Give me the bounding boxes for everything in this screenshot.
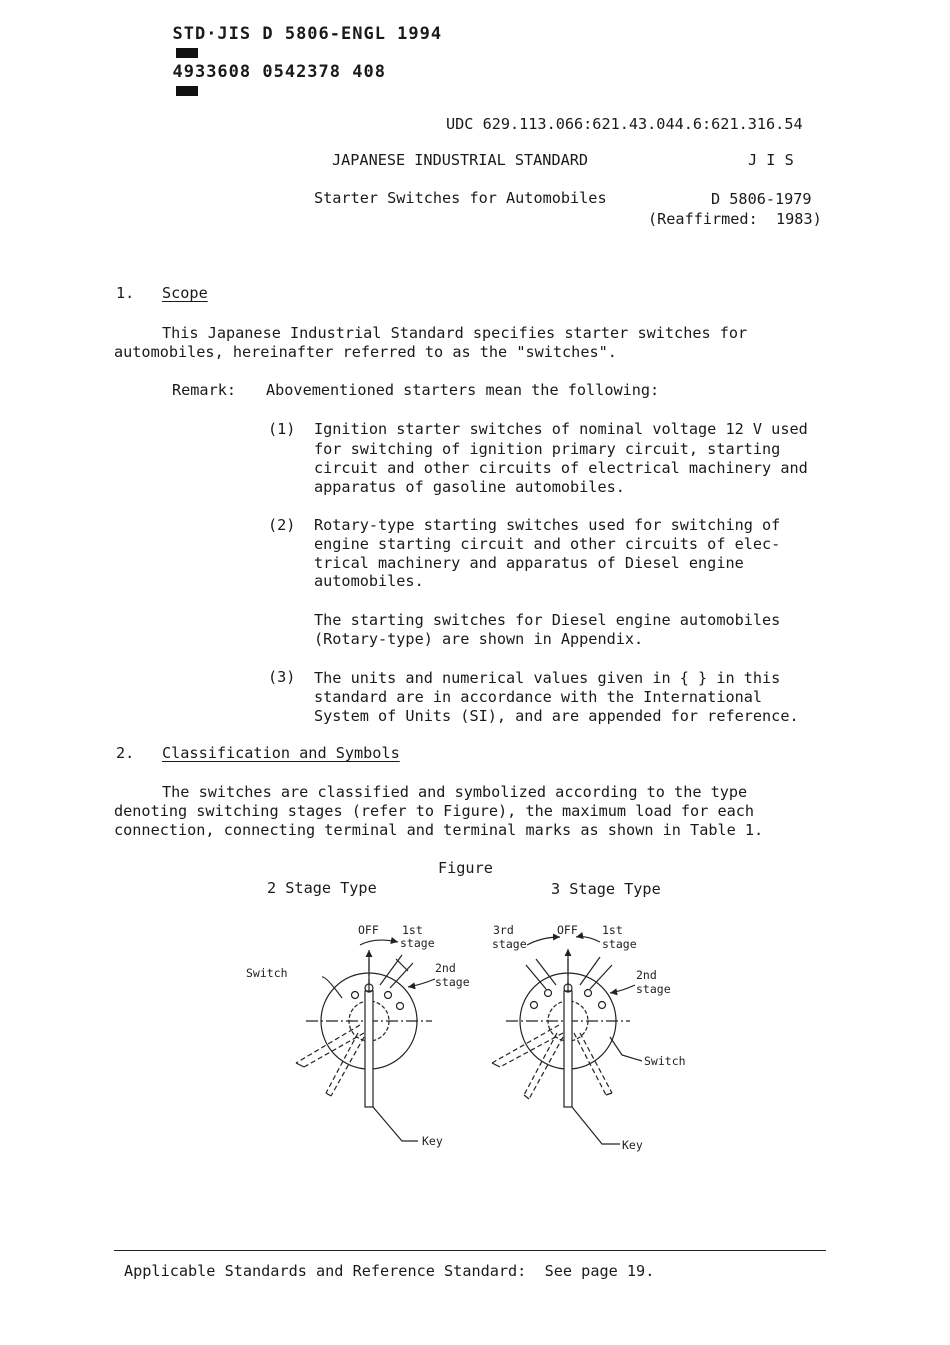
- label-key: Key: [622, 1138, 643, 1152]
- std-code: STD·JIS D 5806-ENGL 1994: [172, 24, 443, 44]
- item-line: The units and numerical values given in { } in this: [314, 669, 781, 687]
- figure-title: Figure: [438, 859, 493, 877]
- classification-para-line: denoting switching stages (refer to Figure), the maximum load for each: [114, 802, 755, 820]
- label-key: Key: [422, 1134, 443, 1148]
- item-line: trical machinery and apparatus of Diesel engine: [314, 554, 744, 572]
- label-off: OFF: [358, 923, 379, 937]
- note-line: The starting switches for Diesel engine automobiles: [314, 611, 781, 629]
- item-number: (3): [268, 668, 296, 686]
- classification-para-line: connection, connecting terminal and terminal marks as shown in Table 1.: [114, 821, 764, 839]
- standard-org: JAPANESE INDUSTRIAL STANDARD: [332, 151, 589, 169]
- item-number: (2): [268, 516, 296, 534]
- section-2-title: Classification and Symbols: [162, 744, 400, 762]
- label-1st: 1st: [402, 923, 423, 937]
- label-switch: Switch: [246, 966, 288, 980]
- item-line: circuit and other circuits of electrical machinery and: [314, 459, 808, 477]
- switch-figure: [230, 915, 710, 1160]
- item-line: engine starting circuit and other circuits of elec-: [314, 535, 781, 553]
- remark-label: Remark:: [172, 381, 237, 399]
- section-2-number: 2.: [116, 744, 135, 762]
- header-stamp: [150, 6, 442, 101]
- label-1st: 1st: [602, 923, 623, 937]
- label-switch: Switch: [644, 1054, 686, 1068]
- label-off: OFF: [557, 923, 578, 937]
- footer-divider: [114, 1250, 826, 1251]
- jis-mark: J I S: [748, 151, 794, 169]
- item-line: for switching of ignition primary circuit, starting: [314, 440, 781, 458]
- item-line: standard are in accordance with the International: [314, 688, 763, 706]
- item-line: automobiles.: [314, 572, 424, 590]
- three-stage-diagram: [492, 937, 642, 1144]
- standard-number: D 5806-1979: [711, 190, 812, 208]
- footer-note: Applicable Standards and Reference Standard: See page 19.: [124, 1262, 655, 1280]
- block-mark-icon: [176, 48, 198, 58]
- label-stage: stage: [492, 937, 527, 951]
- label-3rd: 3rd: [493, 923, 514, 937]
- figure-caption-3-stage: 3 Stage Type: [551, 880, 661, 898]
- label-stage: stage: [435, 975, 470, 989]
- block-mark-icon: [176, 86, 198, 96]
- label-stage: stage: [636, 982, 671, 996]
- figure-caption-2-stage: 2 Stage Type: [267, 879, 377, 897]
- item-line: Ignition starter switches of nominal voltage 12 V used: [314, 420, 808, 438]
- label-2nd: 2nd: [636, 968, 657, 982]
- remark-text: Abovementioned starters mean the following:: [266, 381, 660, 399]
- catalog-code: 4933608 0542378 408: [172, 62, 386, 82]
- udc-code: UDC 629.113.066:621.43.044.6:621.316.54: [446, 115, 803, 133]
- label-stage: stage: [602, 937, 637, 951]
- item-number: (1): [268, 420, 296, 438]
- label-stage: stage: [400, 936, 435, 950]
- note-line: (Rotary-type) are shown in Appendix.: [314, 630, 644, 648]
- section-1-number: 1.: [116, 284, 135, 302]
- section-1-title: Scope: [162, 284, 208, 302]
- document-title: Starter Switches for Automobiles: [314, 189, 607, 207]
- item-line: apparatus of gasoline automobiles.: [314, 478, 625, 496]
- scope-para-line: This Japanese Industrial Standard specifies starter switches for: [162, 324, 748, 342]
- classification-para-line: The switches are classified and symbolized according to the type: [162, 783, 748, 801]
- scope-para-line: automobiles, hereinafter referred to as the "switches".: [114, 343, 617, 361]
- item-line: System of Units (SI), and are appended for reference.: [314, 707, 799, 725]
- two-stage-diagram: [296, 940, 435, 1141]
- reaffirmed-date: (Reaffirmed: 1983): [648, 210, 822, 228]
- label-2nd: 2nd: [435, 961, 456, 975]
- item-line: Rotary-type starting switches used for switching of: [314, 516, 781, 534]
